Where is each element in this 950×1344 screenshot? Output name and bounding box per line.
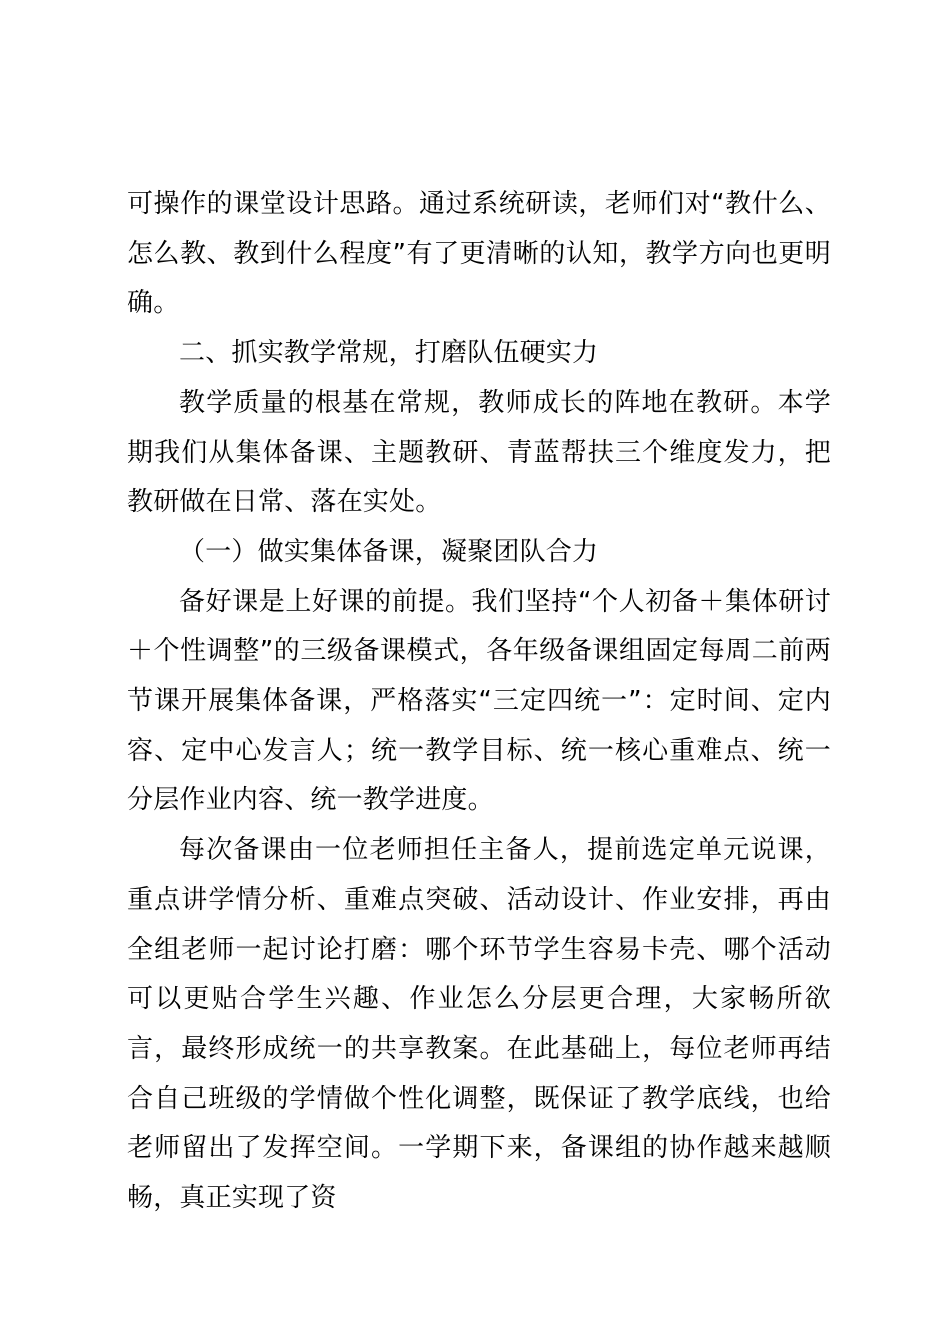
body-paragraph-lesson-prep: 备好课是上好课的前提。我们坚持“个人初备＋集体研讨＋个性调整”的三级备课模式，各年级备课组固定每周二前两节课开展集体备课，严格落实“三定四统一”：定时间、定内容、定中心发言人；统一教学目标、统一核心重难点、统一分层作业内容、统一教学进度。 — [127, 586, 831, 816]
body-paragraph-continuation: 可操作的课堂设计思路。通过系统研读，老师们对“教什么、怎么教、教到什么程度”有了更清晰的认知，教学方向也更明确。 — [127, 189, 831, 319]
body-paragraph-intro: 教学质量的根基在常规，教师成长的阵地在教研。本学期我们从集体备课、主题教研、青蓝帮扶三个维度发力，把教研做在日常、落在实处。 — [127, 387, 831, 518]
document-page — [127, 180, 831, 1224]
body-paragraph-lead-teacher: 每次备课由一位老师担任主备人，提前选定单元说课，重点讲学情分析、重难点突破、活动设计、作业安排，再由全组老师一起讨论打磨：哪个环节学生容易卡壳、哪个活动可以更贴合学生兴趣、作业怎么分层更合理，大家畅所欲言，最终形成统一的共享教案。在此基础上，每位老师再结合自己班级的学情做个性化调整，既保证了教学底线，也给老师留出了发挥空间。一学期下来，备课组的协作越来越顺畅，真正实现了资 — [127, 835, 831, 1214]
subsection-heading-one: （一）做实集体备课，凝聚团队合力 — [179, 536, 599, 567]
section-heading-two: 二、抓实教学常规，打磨队伍硬实力 — [179, 338, 599, 369]
